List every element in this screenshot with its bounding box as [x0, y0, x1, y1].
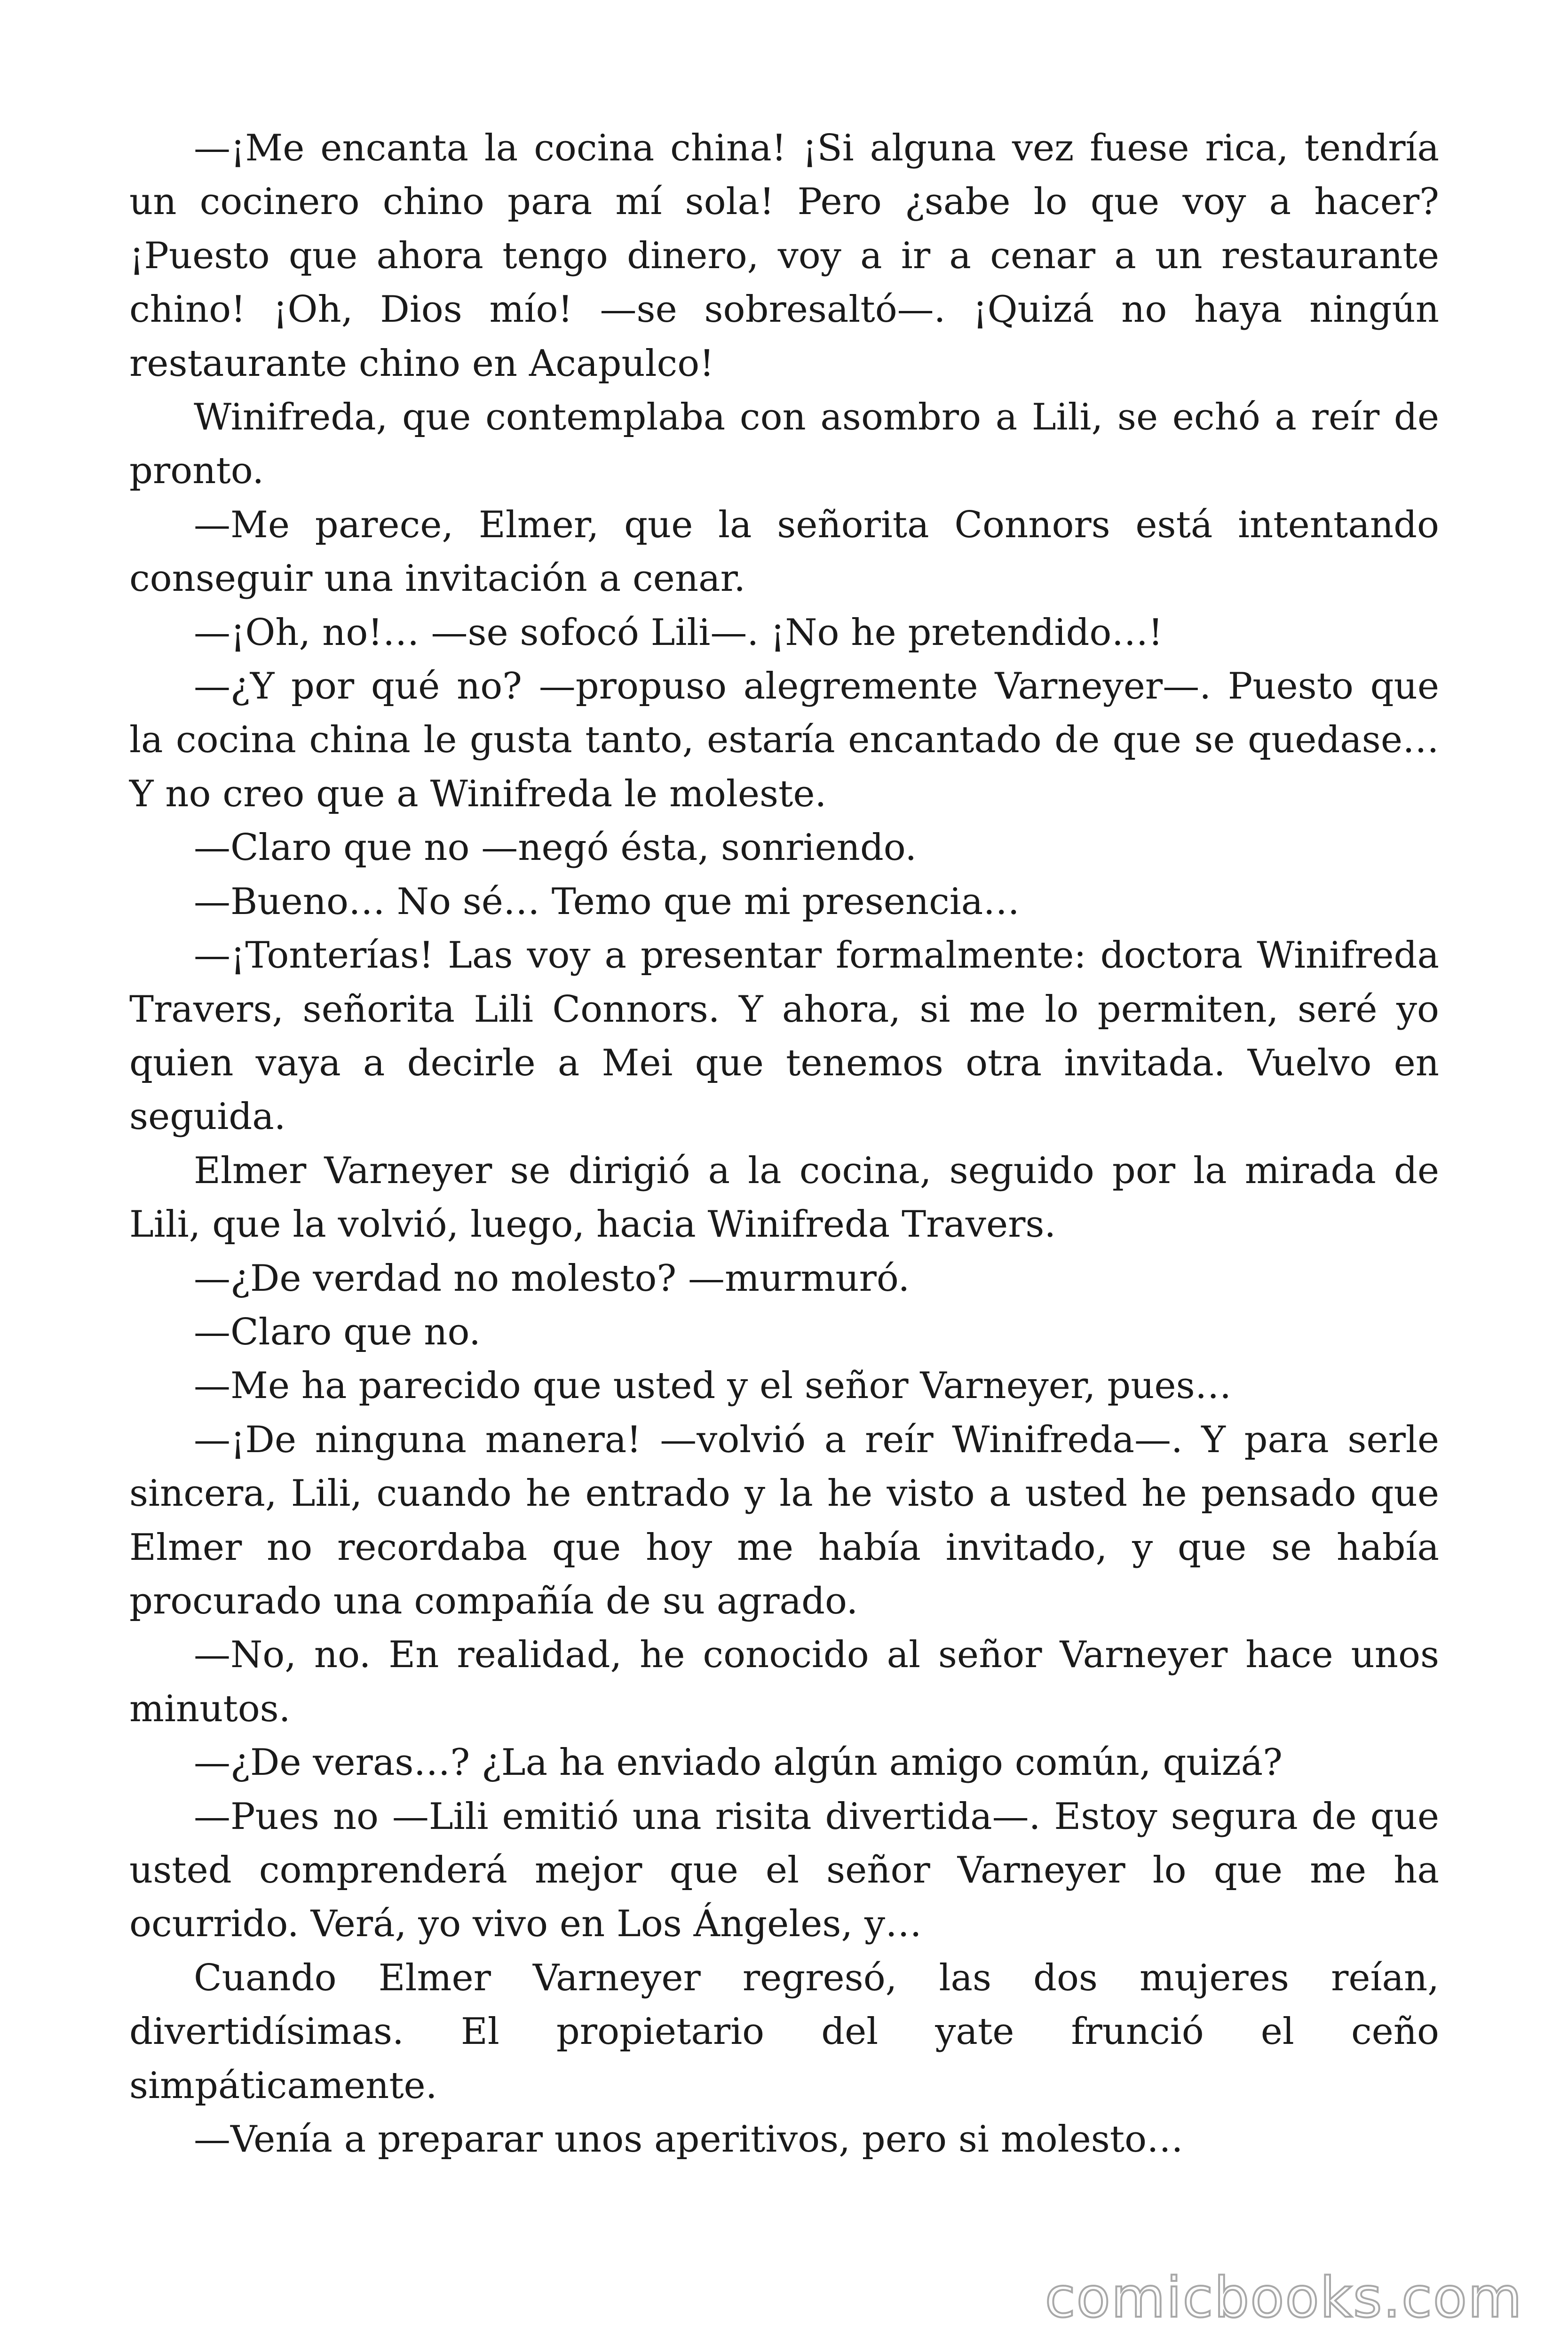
paragraph: —¡De ninguna manera! —volvió a reír Winifreda—. Y para serle sincera, Lili, cuando he entrado y la he visto a usted he pensado que Elmer no recordaba que hoy me había invitado, y que se había procurado una compañía de su agrado.	[129, 1418, 1439, 1622]
paragraph: —¿Y por qué no? —propuso alegremente Varneyer—. Puesto que la cocina china le gusta tanto, estaría encantado de que se quedase… Y no creo que a Winifreda le moleste.	[129, 665, 1439, 815]
paragraph: —Venía a preparar unos aperitivos, pero si molesto…	[194, 2118, 1184, 2161]
paragraph: —Me parece, Elmer, que la señorita Connors está intentando conseguir una invitación a cenar.	[129, 503, 1439, 600]
paragraph: —Pues no —Lili emitió una risita divertida—. Estoy segura de que usted comprenderá mejor que el señor Varneyer lo que me ha ocurrido. Verá, yo vivo en Los Ángeles, y…	[129, 1795, 1439, 1946]
paragraph: —¡Oh, no!… —se sofocó Lili—. ¡No he pretendido…!	[194, 611, 1163, 654]
watermark: comicbooks.com	[1045, 2265, 1523, 2330]
body-text	[129, 121, 1439, 2166]
paragraph: —Claro que no.	[194, 1311, 481, 1353]
paragraph: —¡Tonterías! Las voy a presentar formalmente: doctora Winifreda Travers, señorita Lili Connors. Y ahora, si me lo permiten, seré yo quien vaya a decirle a Mei que tenemos otra invitada. Vuelvo en seguida.	[129, 934, 1439, 1138]
paragraph: Elmer Varneyer se dirigió a la cocina, seguido por la mirada de Lili, que la volvió, luego, hacia Winifreda Travers.	[129, 1149, 1439, 1246]
paragraph: Winifreda, que contemplaba con asombro a Lili, se echó a reír de pronto.	[129, 396, 1439, 493]
paragraph: —No, no. En realidad, he conocido al señor Varneyer hace unos minutos.	[129, 1634, 1439, 1730]
paragraph: —¿De verdad no molesto? —murmuró.	[194, 1257, 910, 1300]
paragraph: —Bueno… No sé… Temo que mi presencia…	[194, 880, 1020, 923]
paragraph: —Claro que no —negó ésta, sonriendo.	[194, 826, 917, 869]
paragraph: —Me ha parecido que usted y el señor Varneyer, pues…	[194, 1365, 1232, 1407]
paragraph: —¿De veras…? ¿La ha enviado algún amigo común, quizá?	[194, 1741, 1283, 1784]
paragraph: Cuando Elmer Varneyer regresó, las dos mujeres reían, divertidísimas. El propietario del yate frunció el ceño simpáticamente.	[129, 1956, 1439, 2107]
paragraph: —¡Me encanta la cocina china! ¡Si alguna vez fuese rica, tendría un cocinero chino para mí sola! Pero ¿sabe lo que voy a hacer? ¡Puesto que ahora tengo dinero, voy a ir a cenar a un restaurante chino! ¡Oh, Dios mío! —se sobresaltó—. ¡Quizá no haya ningún restaurante chino en Acapulco!	[129, 127, 1439, 385]
